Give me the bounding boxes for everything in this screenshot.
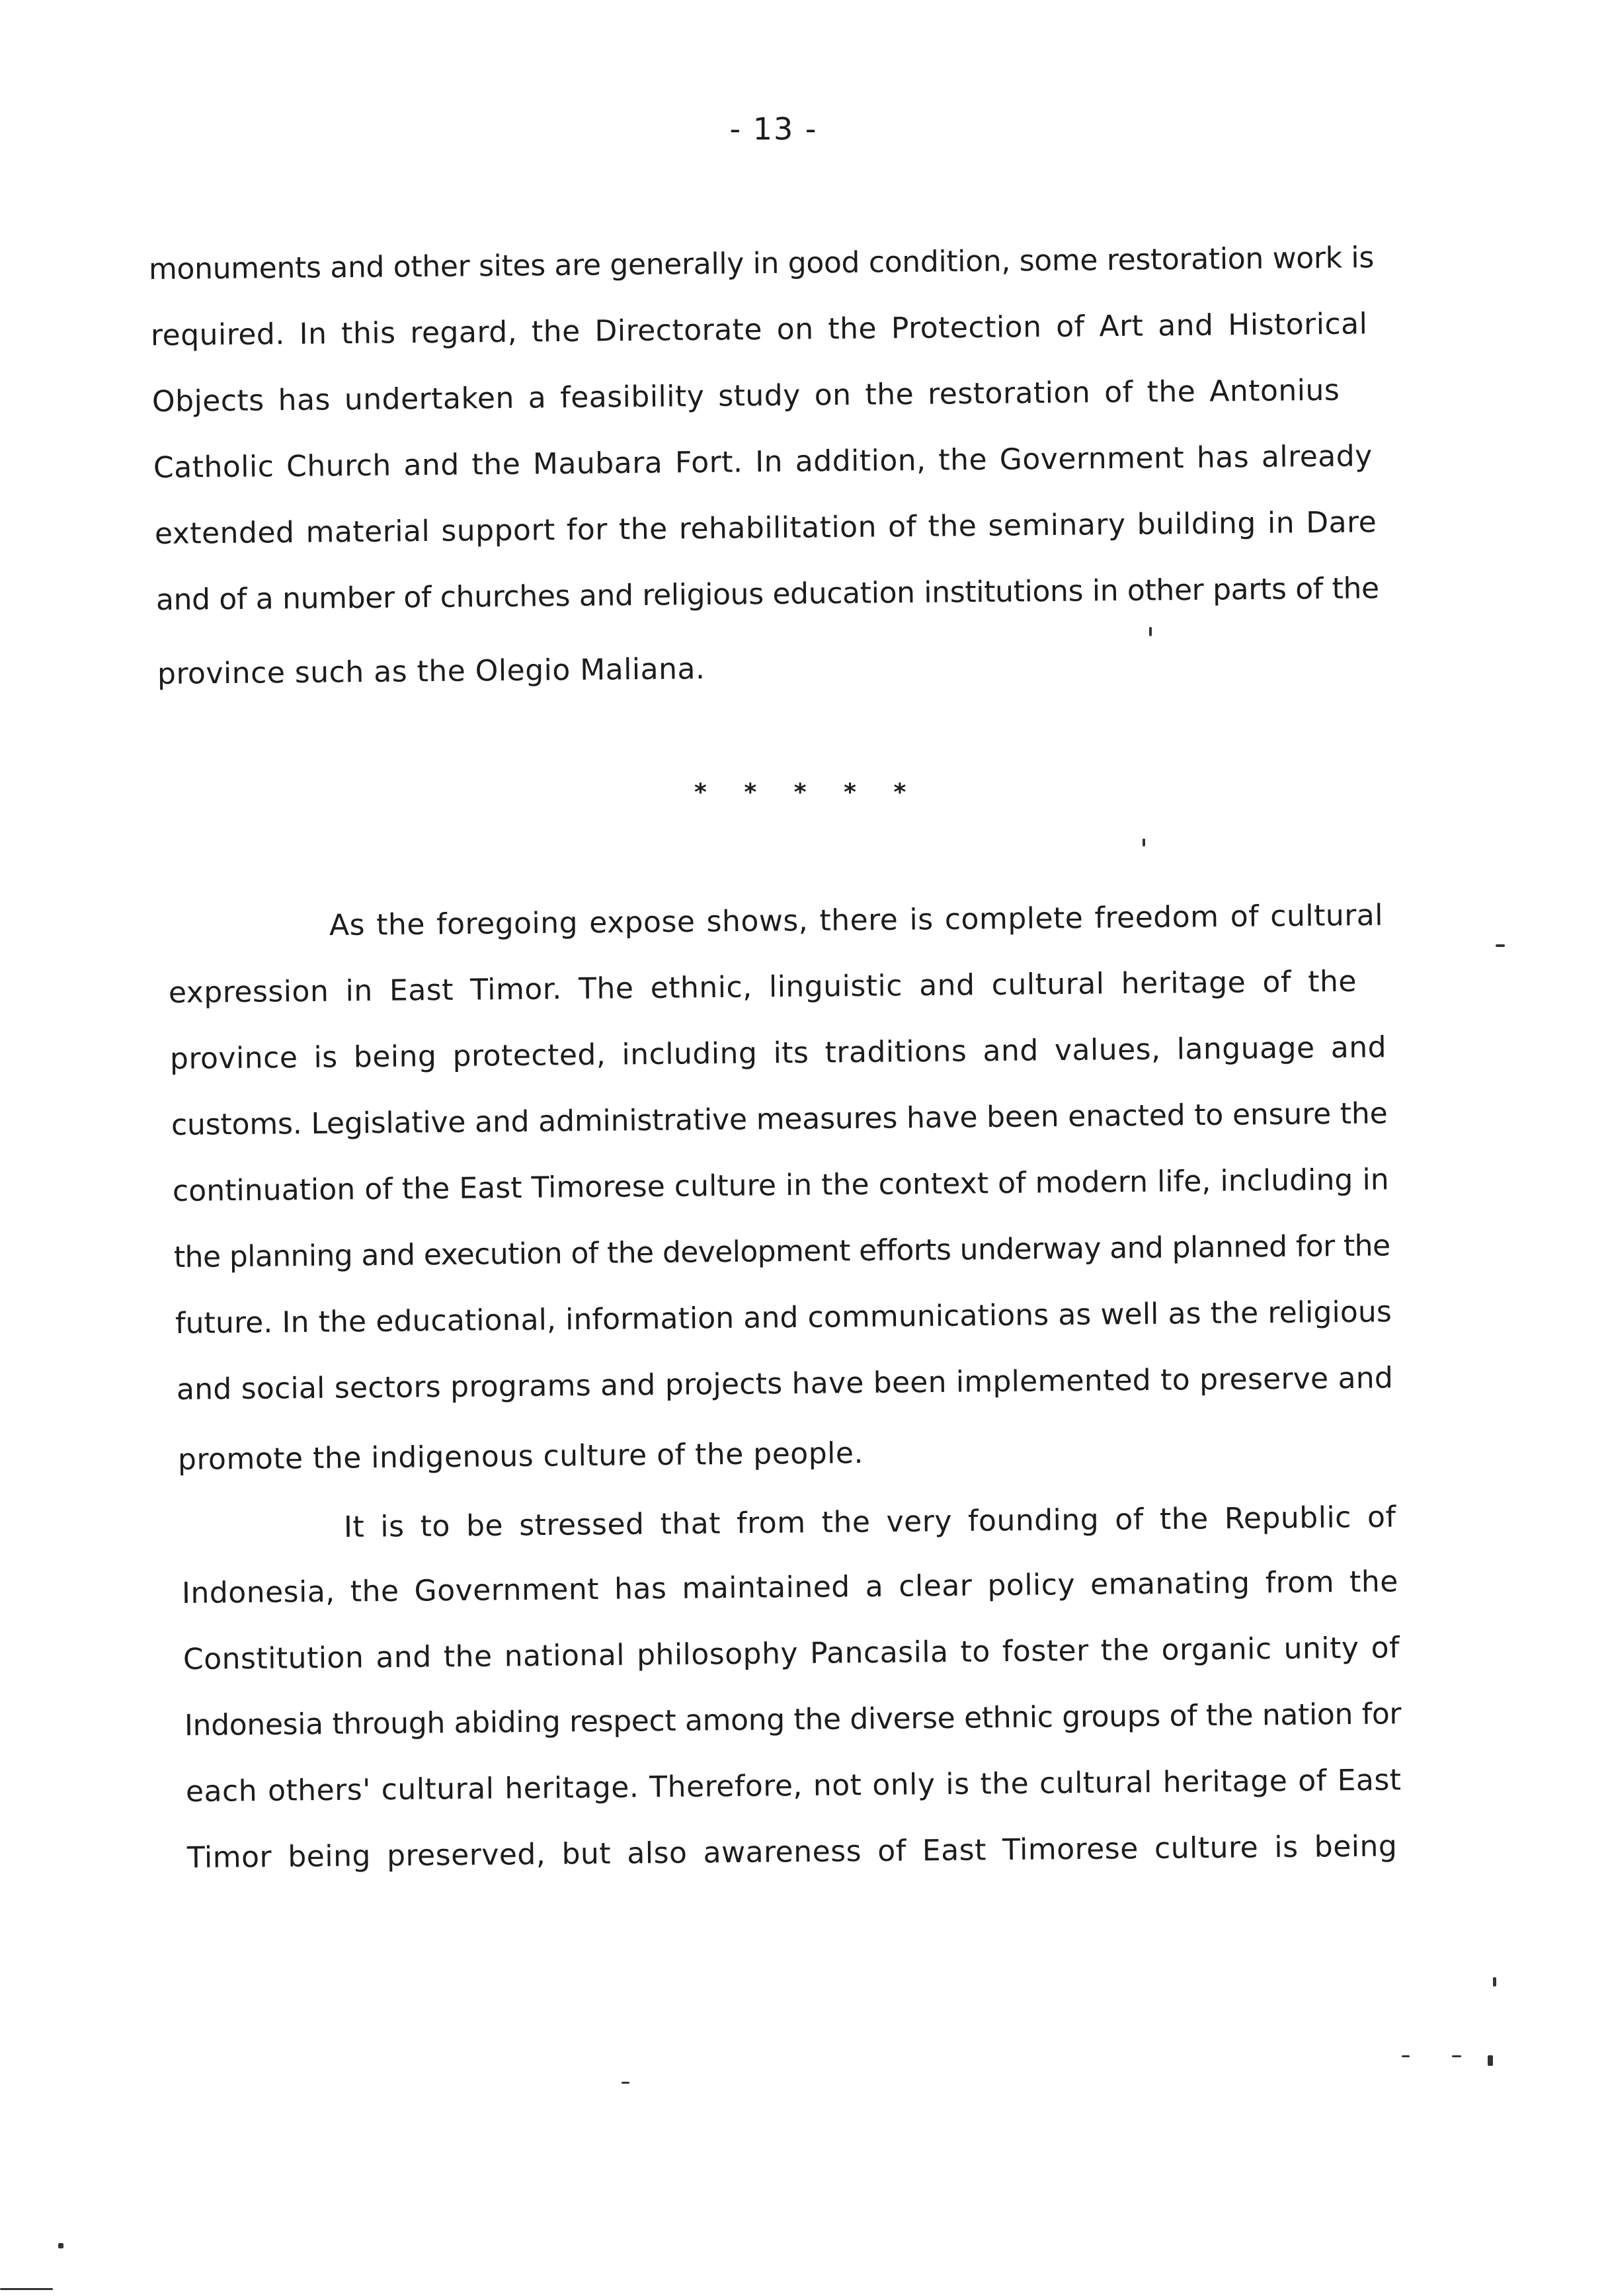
text-line: promote the indigenous culture of the people. <box>177 1436 864 1477</box>
text-line: extended material support for the rehabilitation of the seminary building in Dare <box>154 505 1377 551</box>
text-line: Indonesia through abiding respect among the diverse ethnic groups of the nation for <box>184 1697 1402 1742</box>
scan-mark <box>1149 627 1152 636</box>
text-line: required. In this regard, the Directorate on the Protection of Art and Historical <box>150 307 1368 352</box>
scan-mark <box>1402 2055 1410 2057</box>
text-line: and of a number of churches and religious education institutions in other parts of the <box>155 571 1380 617</box>
scan-mark <box>1493 1977 1496 1987</box>
text-line: monuments and other sites are generally in good condition, some restoration work is <box>148 241 1375 286</box>
scan-mark <box>1452 2055 1461 2057</box>
text-line: Constitution and the national philosophy Pancasila to foster the organic unity of <box>182 1631 1400 1676</box>
text-line: province such as the Olegio Maliana. <box>157 652 705 691</box>
text-line: Timor being preserved, but also awareness of East Timorese culture is being <box>186 1829 1398 1875</box>
text-line: the planning and execution of the development efforts underway and planned for the <box>173 1229 1390 1274</box>
text-line: province is being protected, including its traditions and values, language and <box>169 1030 1387 1076</box>
text-line: It is to be stressed that from the very founding of the Republic of <box>343 1500 1396 1544</box>
text-line: Objects has undertaken a feasibility study on the restoration of the Antonius <box>151 373 1340 419</box>
text-line: Catholic Church and the Maubara Fort. In addition, the Government has already <box>153 439 1373 485</box>
page-number: - 13 - <box>729 111 818 147</box>
scan-mark <box>1488 2055 1493 2066</box>
text-line: future. In the educational, information and communications as well as the religious <box>175 1295 1392 1340</box>
text-line: Indonesia, the Government has maintained a clear policy emanating from the <box>181 1565 1399 1610</box>
scan-mark <box>0 2288 53 2290</box>
scan-mark <box>1143 839 1145 846</box>
text-line: expression in East Timor. The ethnic, linguistic and cultural heritage of the <box>168 964 1357 1010</box>
scan-mark <box>58 2243 63 2248</box>
text-line: and social sectors programs and projects have been implemented to preserve and <box>176 1361 1394 1407</box>
text-line: customs. Legislative and administrative measures have been enacted to ensure the <box>171 1096 1388 1142</box>
section-separator: * * * * * <box>694 779 921 806</box>
scan-mark <box>1496 944 1505 947</box>
text-line: As the foregoing expose shows, there is complete freedom of cultural <box>329 898 1384 942</box>
text-line: continuation of the East Timorese culture in the context of modern life, including in <box>172 1163 1389 1208</box>
text-line: each others' cultural heritage. Therefore, not only is the cultural heritage of East <box>185 1763 1402 1809</box>
scan-mark <box>622 2082 629 2084</box>
